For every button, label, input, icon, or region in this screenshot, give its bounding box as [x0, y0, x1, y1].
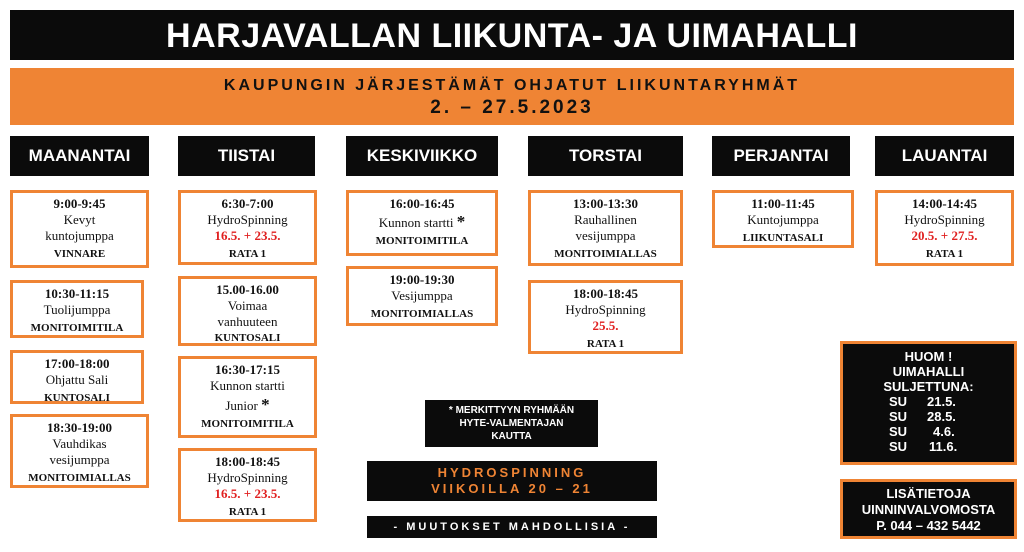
subtitle-banner — [10, 68, 1014, 125]
asterisk-note-line1: * MERKITTYYN RYHMÄÄN — [448, 405, 575, 416]
class-name: Kevyt — [63, 212, 96, 227]
class-name: Rauhallinen — [574, 212, 637, 227]
class-card — [178, 448, 317, 522]
info-line2: UINNINVALVOMOSTA — [861, 502, 996, 517]
class-name: HydroSpinning — [207, 470, 288, 485]
closed-day: SU — [889, 409, 908, 424]
asterisk-note — [425, 400, 598, 447]
class-card — [875, 190, 1014, 266]
closed-date-row — [843, 439, 1014, 454]
class-name-line2: vesijumppa — [49, 452, 110, 467]
class-time: 6:30-7:00 — [221, 196, 274, 211]
class-dates: 16.5. + 23.5. — [214, 486, 281, 501]
class-time: 14:00-14:45 — [912, 196, 977, 211]
class-location: LIIKUNTASALI — [742, 232, 824, 244]
class-time: 19:00-19:30 — [389, 272, 455, 287]
class-time: 11:00-11:45 — [751, 196, 815, 211]
class-card — [528, 190, 683, 266]
day-header-monday: MAANANTAI — [10, 136, 149, 176]
class-subtitle: Junior — [225, 398, 258, 413]
class-location: VINNARE — [53, 248, 106, 260]
class-name: HydroSpinning — [565, 302, 646, 317]
day-header-tuesday: TIISTAI — [178, 136, 315, 176]
class-location: MONITOIMITILA — [30, 322, 124, 334]
class-dates: 16.5. + 23.5. — [214, 228, 281, 243]
class-name: Tuolijumppa — [43, 302, 111, 317]
class-time: 17:00-18:00 — [44, 356, 110, 371]
class-location: MONITOIMITILA — [375, 235, 469, 247]
class-location: MONITOIMIALLAS — [554, 248, 657, 260]
hydrospinning-note-line2: VIIKOILLA 20 – 21 — [431, 481, 593, 496]
asterisk-note-line2: HYTE-VALMENTAJAN — [459, 418, 564, 429]
asterisk-note-line3: KAUTTA — [491, 431, 532, 442]
class-card — [10, 280, 144, 338]
class-location: RATA 1 — [925, 248, 964, 260]
class-name: HydroSpinning — [904, 212, 985, 227]
class-time: 16:00-16:45 — [389, 196, 455, 211]
hydrospinning-note-line1: HYDROSPINNING — [437, 465, 587, 480]
closed-date: 11.6. — [929, 439, 958, 454]
class-card — [528, 280, 683, 354]
asterisk-mark: * — [261, 395, 270, 414]
class-time: 9:00-9:45 — [53, 196, 106, 211]
class-time: 18:00-18:45 — [215, 454, 280, 469]
class-name-line2 — [181, 397, 314, 414]
class-name: Ohjattu Sali — [45, 372, 109, 387]
class-name: Voimaa — [227, 298, 268, 313]
class-name: Kunnon startti — [378, 215, 454, 230]
day-header-saturday: LAUANTAI — [875, 136, 1014, 176]
class-card — [346, 190, 498, 256]
class-card — [178, 190, 317, 265]
class-card — [10, 190, 149, 268]
closed-day: SU — [889, 424, 908, 439]
day-header-friday: PERJANTAI — [712, 136, 850, 176]
day-header-wednesday: KESKIVIIKKO — [346, 136, 498, 176]
closed-line1: HUOM ! — [904, 349, 953, 364]
day-header-thursday: TORSTAI — [528, 136, 683, 176]
closed-date: 28.5. — [927, 409, 956, 424]
closed-date-row — [843, 409, 1014, 424]
closed-date-row — [843, 424, 1014, 439]
class-location: RATA 1 — [586, 338, 625, 350]
class-name: Vesijumppa — [391, 288, 453, 303]
class-location: RATA 1 — [228, 506, 267, 518]
class-dates: 20.5. + 27.5. — [911, 228, 978, 243]
class-time: 10:30-11:15 — [44, 286, 110, 301]
changes-note: - MUUTOKSET MAHDOLLISIA - — [367, 516, 657, 538]
class-card — [178, 276, 317, 346]
subtitle: KAUPUNGIN JÄRJESTÄMÄT OHJATUT LIIKUNTARYHMÄT — [223, 77, 801, 94]
info-contact-box — [840, 479, 1017, 539]
class-location: MONITOIMIALLAS — [370, 308, 474, 320]
class-dates: 25.5. — [592, 318, 619, 333]
class-name: Vauhdikas — [52, 436, 107, 451]
class-location: RATA 1 — [228, 248, 267, 260]
class-time: 13:00-13:30 — [573, 196, 638, 211]
closed-date-row — [843, 394, 1014, 409]
hydrospinning-note — [367, 461, 657, 501]
class-location: KUNTOSALI — [44, 392, 110, 404]
class-location: KUNTOSALI — [214, 332, 281, 344]
class-name: HydroSpinning — [207, 212, 288, 227]
closed-day: SU — [889, 394, 908, 409]
class-time: 18:30-19:00 — [47, 420, 112, 435]
class-time: 18:00-18:45 — [573, 286, 638, 301]
class-time: 16:30-17:15 — [215, 362, 280, 377]
class-name-line2: vesijumppa — [575, 228, 636, 243]
class-card — [346, 266, 498, 326]
closed-day: SU — [889, 439, 908, 454]
class-location: MONITOIMITILA — [201, 418, 294, 430]
closed-line3: SULJETTUNA: — [883, 379, 974, 394]
closed-date: 4.6. — [933, 424, 955, 439]
class-name-line — [349, 214, 495, 231]
closed-date: 21.5. — [927, 394, 956, 409]
closed-line2: UIMAHALLI — [892, 364, 965, 379]
class-location: MONITOIMIALLAS — [28, 472, 131, 484]
class-card — [178, 356, 317, 438]
page-title: HARJAVALLAN LIIKUNTA- JA UIMAHALLI — [10, 10, 1014, 60]
pool-closed-notice — [840, 341, 1017, 465]
class-card — [712, 190, 854, 248]
class-name: Kuntojumppa — [747, 212, 819, 227]
date-range: 2. – 27.5.2023 — [430, 97, 594, 118]
class-name-line2: vanhuuteen — [217, 314, 278, 329]
asterisk-mark: * — [456, 212, 466, 231]
info-line1: LISÄTIETOJA — [886, 486, 971, 501]
class-card — [10, 414, 149, 488]
class-name: Kunnon startti — [210, 378, 285, 393]
class-time: 15.00-16.00 — [216, 282, 279, 297]
class-name-line2: kuntojumppa — [45, 228, 114, 243]
class-card — [10, 350, 144, 404]
info-phone: P. 044 – 432 5442 — [876, 518, 981, 533]
